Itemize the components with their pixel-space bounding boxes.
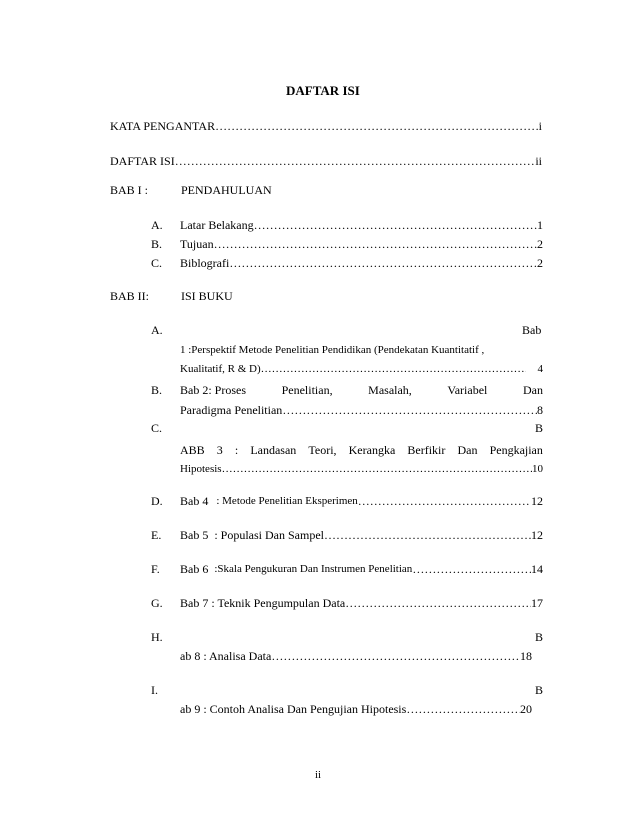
leader-dots (271, 649, 520, 663)
toc-entry-bab-5 (180, 528, 543, 542)
toc-page: 10 (532, 463, 543, 475)
leader-dots (214, 237, 537, 251)
toc-page: 20 (520, 702, 532, 716)
toc-entry-bab-2 (180, 403, 543, 417)
item-marker: B. (151, 383, 163, 397)
justified-line (180, 383, 543, 397)
item-marker: A. (151, 218, 163, 232)
leader-dots (261, 362, 526, 376)
toc-entry-bab-8 (180, 649, 532, 663)
item-marker: E. (151, 528, 162, 542)
item-marker: G. (151, 596, 163, 610)
toc-page: 8 (537, 403, 543, 417)
word: Kerangka (348, 443, 396, 457)
toc-prefix: Bab 4 (180, 494, 209, 508)
toc-entry-bab-4 (180, 494, 543, 508)
leader-dots (406, 702, 520, 716)
toc-label: :Skala Pengukuran Dan Instrumen Penelitian (214, 563, 413, 575)
word: Penelitian, (281, 383, 333, 397)
item-marker: C. (151, 421, 163, 435)
item-marker: B. (151, 237, 163, 251)
toc-page: ii (535, 154, 542, 168)
toc-entry-latar-belakang (180, 218, 543, 232)
toc-entry-bab-3 (180, 462, 543, 476)
word: Dan (457, 443, 478, 457)
toc-entry-bab-7 (180, 596, 543, 610)
item-marker: A. (151, 323, 163, 337)
toc-entry-kata-pengantar (110, 119, 542, 133)
toc-label: Kualitatif, R & D) (180, 363, 261, 375)
bab-2-label: BAB II: (110, 289, 149, 303)
toc-entry-bab-6 (180, 562, 543, 576)
leader-dots (222, 462, 532, 476)
toc-page: 2 (537, 237, 543, 251)
toc-label: : Populasi Dan Sampel (214, 528, 325, 542)
word: Pengkajian (489, 443, 543, 457)
word: Landasan (250, 443, 297, 457)
word: : (234, 443, 239, 457)
item-marker: C. (151, 256, 163, 270)
word: Dan (522, 383, 543, 397)
toc-entry-biblografi (180, 256, 543, 270)
toc-prefix: Bab 6 (180, 562, 209, 576)
toc-page: 12 (531, 528, 543, 542)
bab-2-title: ISI BUKU (181, 289, 233, 303)
leader-dots (282, 403, 537, 417)
leader-dots (358, 494, 531, 508)
toc-page: 4 (537, 363, 543, 375)
toc-prefix: Bab 5 (180, 528, 209, 542)
leader-dots (254, 218, 537, 232)
bab-1-label: BAB I : (110, 183, 149, 197)
word: 3 (216, 443, 223, 457)
toc-entry-daftar-isi (110, 154, 542, 168)
toc-label: Paradigma Penelitian (180, 403, 283, 417)
toc-label: Biblografi (180, 256, 230, 270)
leader-dots (324, 528, 531, 542)
toc-label: Latar Belakang (180, 218, 254, 232)
wrapped-text: B (535, 421, 544, 435)
toc-page: 12 (531, 494, 543, 508)
wrapped-text: B (535, 630, 544, 644)
toc-page: 18 (520, 649, 532, 663)
toc-page: 2 (537, 256, 543, 270)
wrapped-text: Bab (522, 323, 542, 337)
word: Variabel (447, 383, 488, 397)
toc-label: Tujuan (180, 237, 214, 251)
word: Masalah, (368, 383, 412, 397)
toc-page: 17 (531, 596, 543, 610)
toc-label: Hipotesis (180, 463, 222, 475)
toc-label: ab 9 : Contoh Analisa Dan Pengujian Hipotesis (180, 702, 407, 716)
toc-label: Bab 7 : Teknik Pengumpulan Data (180, 596, 346, 610)
toc-label: : Metode Penelitian Eksperimen (216, 495, 358, 507)
leader-dots (175, 154, 536, 168)
toc-entry-tujuan (180, 237, 543, 251)
item-marker: D. (151, 494, 163, 508)
bab-1-title: PENDAHULUAN (181, 183, 272, 197)
leader-dots (229, 256, 537, 270)
toc-page: 14 (531, 562, 543, 576)
word: Teori, (308, 443, 337, 457)
leader-dots (215, 119, 539, 133)
justified-line (180, 443, 543, 457)
toc-entry-bab-1 (180, 362, 543, 376)
toc-label: 1 :Perspektif Metode Penelitian Pendidikan (Pendekatan Kuantitatif , (180, 344, 485, 356)
wrapped-text: B (535, 683, 544, 697)
word: Berfikir (407, 443, 446, 457)
page-title: DAFTAR ISI (286, 83, 360, 98)
toc-label: ab 8 : Analisa Data (180, 649, 272, 663)
toc-label: DAFTAR ISI (110, 154, 175, 168)
item-marker: I. (151, 683, 158, 697)
leader-dots (345, 596, 531, 610)
toc-page: i (538, 119, 542, 133)
leader-dots (412, 562, 531, 576)
word: Bab 2: Proses (180, 383, 246, 397)
word: ABB (180, 443, 205, 457)
toc-page: 1 (537, 218, 543, 232)
toc-entry-bab-9 (180, 702, 532, 716)
item-marker: F. (151, 562, 160, 576)
item-marker: H. (151, 630, 163, 644)
toc-label: KATA PENGANTAR (110, 119, 216, 133)
page-number: ii (315, 769, 322, 781)
